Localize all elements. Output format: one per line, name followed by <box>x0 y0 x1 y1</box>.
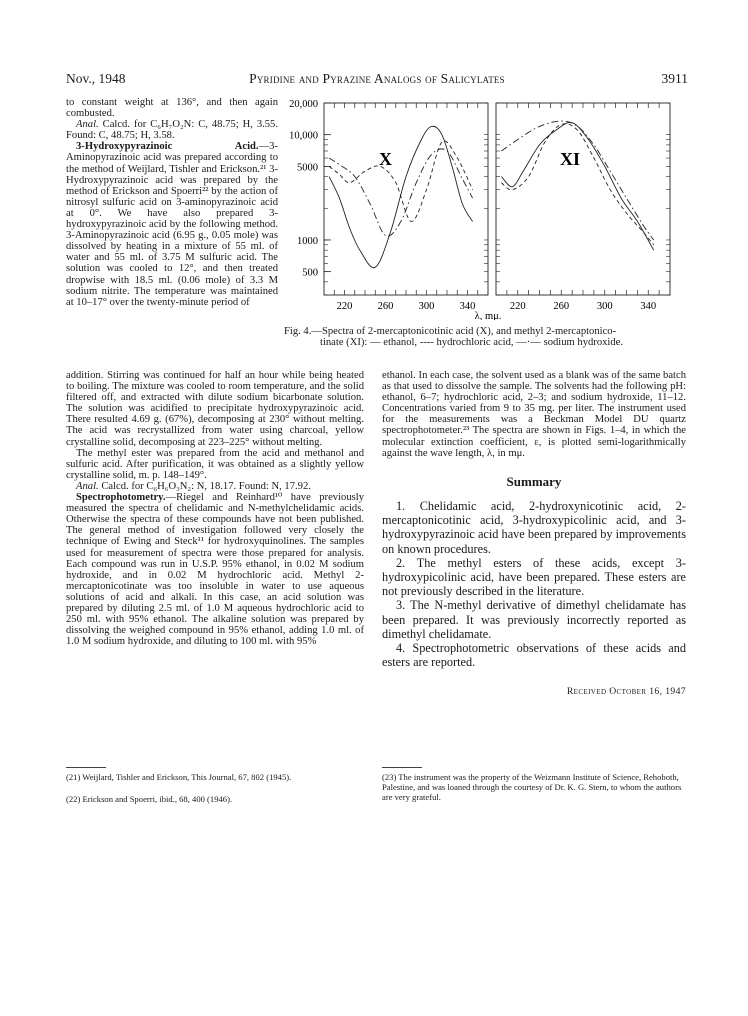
panel-label-x: X <box>379 149 392 169</box>
paragraph-text: addition. Stirring was continued for half an hour while being heated to boiling. The mixture was cooled to room temperature, and the solid filtered off, and extracted with dilute sodium bicarbonate solution. The solution was acidified to precipitate hydroxypyrazinoic acid. There resulted 4.69 g. (67%), decomposing at 230° without melting. The acid was recrystallized from water using charcoal, yellow crystalline solid, decomposing at 223–225° without melting. <box>66 370 364 448</box>
x-tick-label: 340 <box>459 301 476 312</box>
footnote-22: (22) Erickson and Spoerri, ibid., 68, 400 (1946). <box>66 794 233 804</box>
footnote-rule-right <box>382 767 422 768</box>
x-tick-label: 260 <box>553 301 570 312</box>
section-text: —3-Aminopyrazinoic acid was prepared according to the method of Weijlard, Tishler and Erickson.²¹ 3-Hydroxypyrazinoic acid was prepared by the method of Erickson and Spoerri²² by the action of nitrosyl sulfuric acid on 3-aminopyrazinoic acid at 0°. We have also prepared 3-hydroxypyrazinoic acid by the following method. 3-Aminopyrazinoic acid (6.95 g., 0.05 mole) was dissolved by heating in a mixture of 55 ml. of water and 55 ml. of 3.75 M sulfuric acid. The solution was cooled to 12°, and then treated dropwise with 18.5 ml. (0.06 mole) of 3.3 M sodium nitrite. The temperature was maintained at 10–17° over the twenty-minute period of <box>66 141 278 308</box>
paragraph-text: to constant weight at 136°, and then again combusted. <box>66 97 278 120</box>
anal-text: Calcd. for C₆H₆O₃N₂: N, 18.17. Found: N, 17.92. <box>101 480 311 492</box>
spectrum-line-solid <box>501 122 653 250</box>
spectrum-line-dashed <box>501 124 653 245</box>
x-tick-label: 300 <box>418 301 435 312</box>
analysis-line <box>66 481 364 492</box>
spectrum-line-dash-dot <box>501 121 653 240</box>
summary-heading: Summary <box>506 474 562 489</box>
x-tick-label: 300 <box>596 301 613 312</box>
plot-frame-1 <box>324 103 488 295</box>
footnote-21: (21) Weijlard, Tishler and Erickson, This Journal, 67, 802 (1945). <box>66 772 292 782</box>
x-tick-label: 340 <box>640 301 657 312</box>
paragraph-text: ethanol. In each case, the solvent used as a blank was of the same batch as that used to dissolve the sample. The solvents had the following pH: ethanol, 6–7; hydrochloric acid, 2–3; and sodium hydroxide, 11–12. Concentrations varied from 9 to 35 mg. per liter. The instrument used for the measurements was a Beckman Model DU quartz spectrophotometer.²³ The spectra are shown in Figs. 1–4, in which the molecular extinction coefficient, ε, is plotted semi-logarithmically against the wave length, λ, in mμ. <box>382 370 686 459</box>
column-right <box>382 370 686 459</box>
x-tick-label: 220 <box>509 301 526 312</box>
section-paragraph <box>66 492 364 647</box>
figure-caption <box>284 326 686 349</box>
y-tick-label: 20,000 <box>289 99 318 110</box>
plot-frames <box>324 103 670 295</box>
panel-label-xi: XI <box>560 149 581 169</box>
figure-4-plot <box>278 95 688 320</box>
page-number: 3911 <box>661 71 688 86</box>
x-axis-label: λ, mμ. <box>474 311 502 320</box>
summary-item: 1. Chelidamic acid, 2-hydroxynicotinic acid, 2-mercaptonicotinic acid, 3-hydroxypicolinic acid, and 3-hydroxypyrazinoic acid have been prepared by improvements on known procedures. <box>382 499 686 556</box>
header-date: Nov., 1948 <box>66 71 126 86</box>
x-tick-label: 260 <box>377 301 394 312</box>
section-heading: 3-Hydroxypyrazinoic Acid. <box>76 141 259 153</box>
anal-label: Anal. <box>76 119 99 131</box>
y-tick-label: 5000 <box>297 162 318 174</box>
anal-text: Calcd. for C₆H₇O₂N: C, 48.75; H, 3.55. Found: C, 48.75; H, 3.58. <box>66 119 279 142</box>
anal-label: Anal. <box>76 480 99 492</box>
running-header <box>66 71 688 89</box>
received-date: Received October 16, 1947 <box>566 686 686 697</box>
y-tick-label: 1000 <box>297 235 318 247</box>
section-heading: Spectrophotometry. <box>76 492 166 504</box>
y-axis-ticks <box>289 99 331 279</box>
x-tick-label: 220 <box>336 301 353 312</box>
summary-item: 4. Spectrophotometric observations of these acids and esters are reported. <box>382 641 686 670</box>
summary-item: 3. The N-methyl derivative of dimethyl chelidamate has been prepared. It was previously incorrectly reported as dimethyl chelidamate. <box>382 598 686 641</box>
spectrum-curves <box>329 121 654 268</box>
section-paragraph <box>66 141 278 307</box>
analysis-line <box>66 119 278 141</box>
caption-line-1: Fig. 4.—Spectra of 2-mercaptonicotinic acid (X), and methyl 2-mercaptonico- <box>284 326 617 337</box>
header-title: Pyridine and Pyrazine Analogs of Salicylates <box>249 71 505 86</box>
summary-item: 2. The methyl esters of these acids, except 3-hydroxypicolinic acid, have been prepared. These esters are not previously described in the literature. <box>382 555 686 599</box>
section-text: —Riegel and Reinhard¹⁰ have previously measured the spectra of chelidamic and N-methylchelidamic acids. Otherwise the spectra of these compounds have not been published. The general method of investigation followed very closely the technique of Ewing and Steck¹¹ for hydroxyquinolines. The samples used for measurement of spectra were those prepared for analysis. Each compound was run in U.S.P. 95% ethanol, in 0.02 M sodium hydroxide, and in 0.02 M hydrochloric acid. Methyl 2-mercaptonicotinate was too insoluble in water to use aqueous solutions of acid and alkali. In this case, an acid solution was prepared by diluting 2.5 ml. of 1.0 M aqueous hydrochloric acid to 250 ml. with 95% ethanol. The alkaline solution was prepared by dissolving the weighed compound in 95% ethanol, adding 1.0 ml. of 1.0 M sodium hydroxide, and diluting to 100 ml. with 95% <box>66 492 364 648</box>
column-left-top <box>66 97 278 308</box>
column-left-bottom <box>66 370 364 647</box>
spectrum-line-dashed <box>329 141 473 222</box>
y-tick-label: 500 <box>302 267 318 279</box>
paragraph-text: The methyl ester was prepared from the acid and methanol and sulfuric acid. After purification, it was obtained as a slightly yellow crystalline solid, m. p. 148–149°. <box>66 447 364 481</box>
summary-section <box>382 474 686 669</box>
footnote-23: (23) The instrument was the property of the Weizmann Institute of Science, Rehoboth, Palestine, and was loaned through the courtesy of Dr. K. G. Stern, to whom the authors are very grateful. <box>382 772 682 803</box>
caption-line-2: tinate (XI): — ethanol, ---- hydrochloric acid, —·— sodium hydroxide. <box>320 337 624 349</box>
y-tick-label: 10,000 <box>289 130 318 142</box>
footnote-rule-left <box>66 767 106 768</box>
